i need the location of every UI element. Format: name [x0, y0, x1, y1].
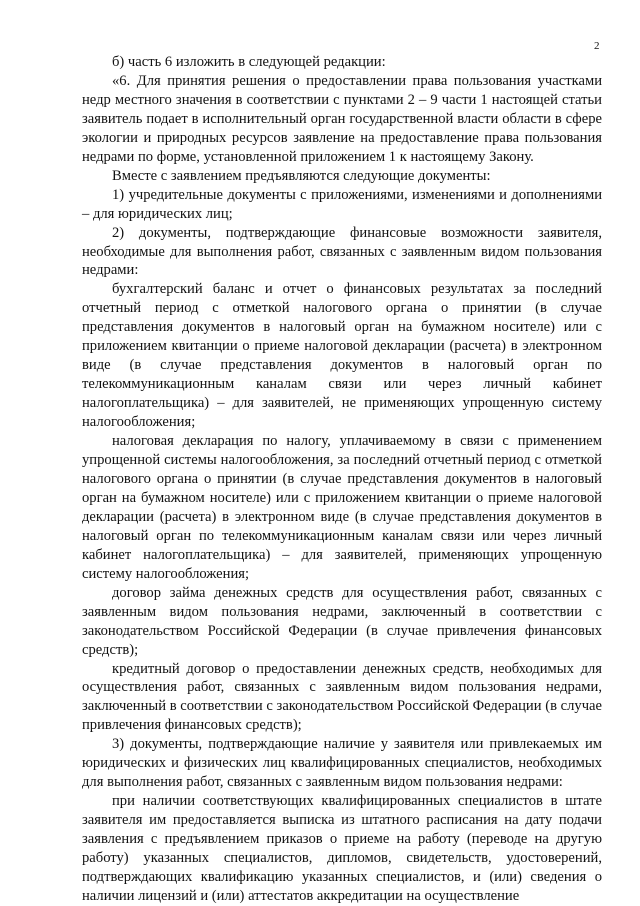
paragraph-tax-declaration: налоговая декларация по налогу, уплачиваемому в связи с применением упрощенной системы налогообложения, за последний отчетный период с отметкой налогового органа о принятии (в случае представления документов в налоговый орган на бумажном носителе) или с приложением квитанции о приеме налоговой декларации (расчета) в электронном виде (в случае представления документов в налоговый орган по телекоммуникационным каналам связи или через личный кабинет налогоплательщика) – для заявителей, применяющих упрощенную систему налогообложения; — [82, 433, 602, 582]
paragraph-credit-agreement: кредитный договор о предоставлении денежных средств, необходимых для осуществления работ, связанных с заявленным видом пользования недрами, заключенный в соответствии с законодательством Российской Федерации (в случае привлечения финансовых средств); — [82, 660, 602, 734]
document-body — [82, 53, 602, 906]
paragraph-part-6: «6. Для принятия решения о предоставлении права пользования участками недр местного значения в соответствии с пунктами 2 – 9 части 1 настоящей статьи заявитель подает в исполнительный орган государственной власти области в сфере экологии и природных ресурсов заявление на предоставление права пользования недрами по форме, установленной приложением 1 к настоящему Закону. — [82, 72, 602, 165]
paragraph-item-1: 1) учредительные документы с приложениями, изменениями и дополнениями – для юридических лиц; — [82, 186, 602, 222]
paragraph-item-3: 3) документы, подтверждающие наличие у заявителя или привлекаемых им юридических и физических лиц квалифицированных специалистов, необходимых для выполнения работ, связанных с заявленным видом пользования недрами: — [82, 736, 602, 791]
paragraph-loan-agreement: договор займа денежных средств для осуществления работ, связанных с заявленным видом пользования недрами, заключенный в соответствии с законодательством Российской Федерации (в случае привлечения финансовых средств); — [82, 584, 602, 658]
paragraph-item-2: 2) документы, подтверждающие финансовые возможности заявителя, необходимые для выполнения работ, связанных с заявленным видом пользования недрами: — [82, 224, 602, 279]
paragraph-documents-intro: Вместе с заявлением предъявляются следующие документы: — [112, 167, 491, 184]
paragraph-amendment-intro: б) часть 6 изложить в следующей редакции: — [112, 54, 386, 70]
paragraph-specialists: при наличии соответствующих квалифицированных специалистов в штате заявителя им предоставляется выписка из штатного расписания на дату подачи заявления с предъявлением приказов о приеме на работу (переводе на другую работу) указанных специалистов, дипломов, свидетельств, удостоверений, подтверждающих квалификацию указанных специалистов, и (или) сведения о наличии лицензий и (или) аттестатов аккредитации на осуществление — [82, 793, 602, 904]
page-number: 2 — [594, 40, 600, 52]
paragraph-balance-sheet: бухгалтерский баланс и отчет о финансовых результатах за последний отчетный период с отметкой налогового органа о принятии (в случае представления документов в налоговый орган на бумажном носителе) или с приложением квитанции о приеме налоговой декларации (расчета) в электронном виде (в случае представления документов в налоговый орган по телекоммуникационным каналам связи или через личный кабинет налогоплательщика) – для заявителей, не применяющих упрощенную систему налогообложения; — [82, 281, 602, 431]
